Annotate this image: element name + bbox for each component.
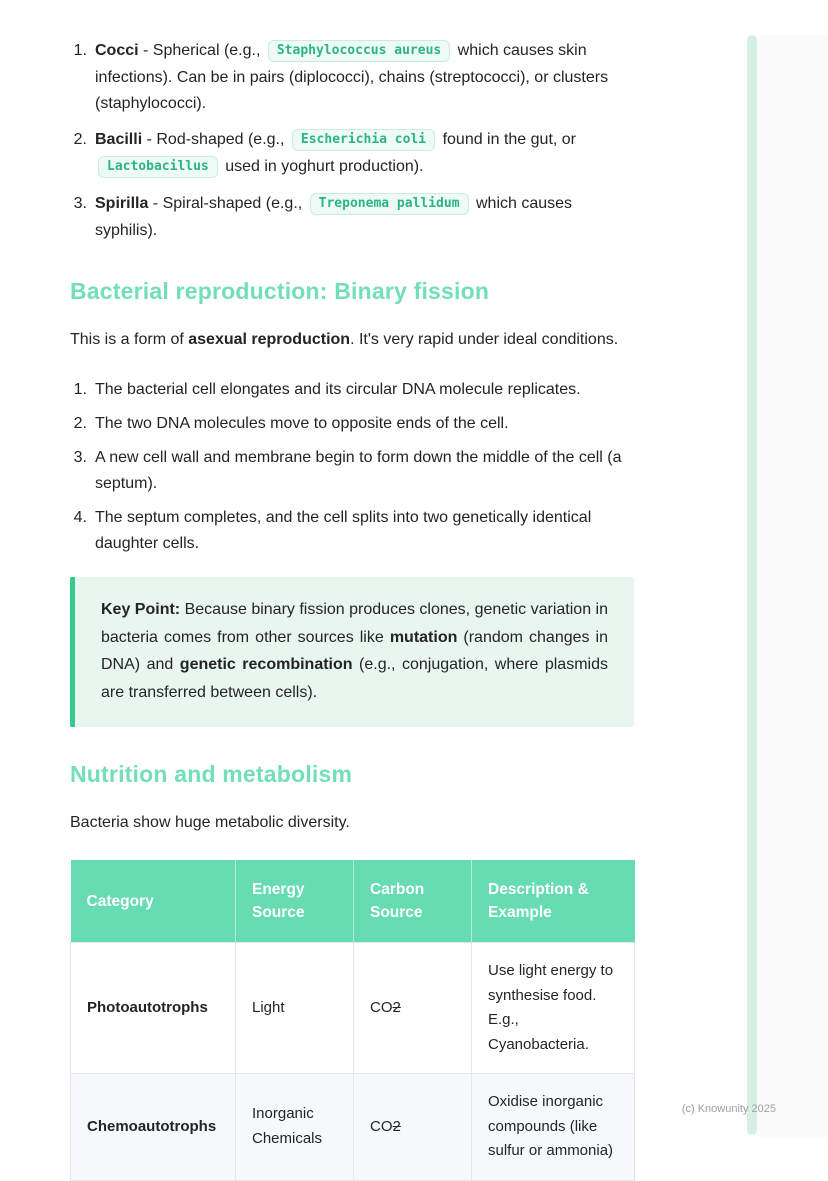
section-heading-reproduction: Bacterial reproduction: Binary fission [70, 278, 490, 304]
list-item [70, 191, 634, 244]
list-item-text: The bacterial cell elongates and its circular DNA molecule replicates. [95, 381, 581, 398]
list-item [70, 445, 634, 497]
inline-code-chip: Staphylococcus aureus [268, 40, 450, 62]
list-item-text: The two DNA molecules move to opposite ends of the cell. [95, 415, 509, 432]
metabolism-table-wrap [70, 860, 634, 1181]
inline-code-chip: Treponema pallidum [310, 193, 469, 215]
list-item-text: Spirilla - Spiral-shaped (e.g., Treponema pallidum which causes syphilis). [95, 195, 573, 239]
table-row [71, 943, 635, 1074]
next-page-edge [757, 35, 828, 1137]
table-header-description: Description & Example [472, 860, 635, 943]
section-heading-nutrition: Nutrition and metabolism [70, 761, 353, 787]
table-header-category: Category [71, 860, 236, 943]
category-cell: Chemoautotrophs [71, 1074, 236, 1181]
list-item [70, 411, 634, 437]
binary-fission-steps-list [70, 377, 634, 557]
key-point-callout: Key Point: Because binary fission produces clones, genetic variation in bacteria comes from other sources like mutation (random changes in DNA) and genetic recombination (e.g., conjugation, where plasmids are transferred between cells). [70, 577, 634, 727]
inline-code-chip: Escherichia coli [292, 129, 435, 151]
list-item [70, 505, 634, 557]
list-item-text: Bacilli - Rod-shaped (e.g., Escherichia coli found in the gut, or Lactobacillus used in yoghurt production). [95, 131, 576, 175]
scrollbar-thumb[interactable] [747, 35, 757, 1135]
list-marker: 2. [73, 415, 87, 432]
carbon-cell: CO2 [354, 943, 472, 1074]
list-item [70, 127, 634, 181]
list-item-text: Cocci - Spherical (e.g., Staphylococcus aureus which causes skin infections). Can be in pairs (diplococci), chains (streptococci), or clusters (staphylococci). [95, 42, 609, 112]
footer-credit: (c) Knowunity 2025 [681, 1103, 776, 1115]
list-item [70, 377, 634, 403]
list-marker: 3. [73, 195, 87, 212]
carbon-cell: CO2 [354, 1074, 472, 1181]
list-item-text: A new cell wall and membrane begin to form down the middle of the cell (a septum). [95, 449, 622, 492]
list-marker: 1. [73, 381, 87, 398]
reproduction-intro: This is a form of asexual reproduction. It's very rapid under ideal conditions. [70, 331, 619, 348]
energy-cell: Light [236, 943, 354, 1074]
table-row [71, 1074, 635, 1181]
metabolism-table [70, 860, 635, 1181]
description-cell: Use light energy to synthesise food. E.g., Cyanobacteria. [472, 943, 635, 1074]
table-header-energy-source: Energy Source [236, 860, 354, 943]
list-marker: 2. [73, 131, 87, 148]
energy-cell: Inorganic Chemicals [236, 1074, 354, 1181]
table-header-carbon-source: Carbon Source [354, 860, 472, 943]
list-marker: 4. [73, 509, 87, 526]
table-header-row [71, 860, 635, 943]
category-cell: Photoautotrophs [71, 943, 236, 1074]
morphology-list [70, 38, 634, 244]
list-item [70, 38, 634, 117]
list-marker: 1. [73, 42, 87, 59]
inline-code-chip: Lactobacillus [98, 156, 218, 178]
list-marker: 3. [73, 449, 87, 466]
document-page [70, 38, 634, 1181]
description-cell: Oxidise inorganic compounds (like sulfur or ammonia) [472, 1074, 635, 1181]
list-item-text: The septum completes, and the cell splits into two genetically identical daughter cells. [95, 509, 592, 552]
nutrition-intro: Bacteria show huge metabolic diversity. [70, 814, 350, 831]
